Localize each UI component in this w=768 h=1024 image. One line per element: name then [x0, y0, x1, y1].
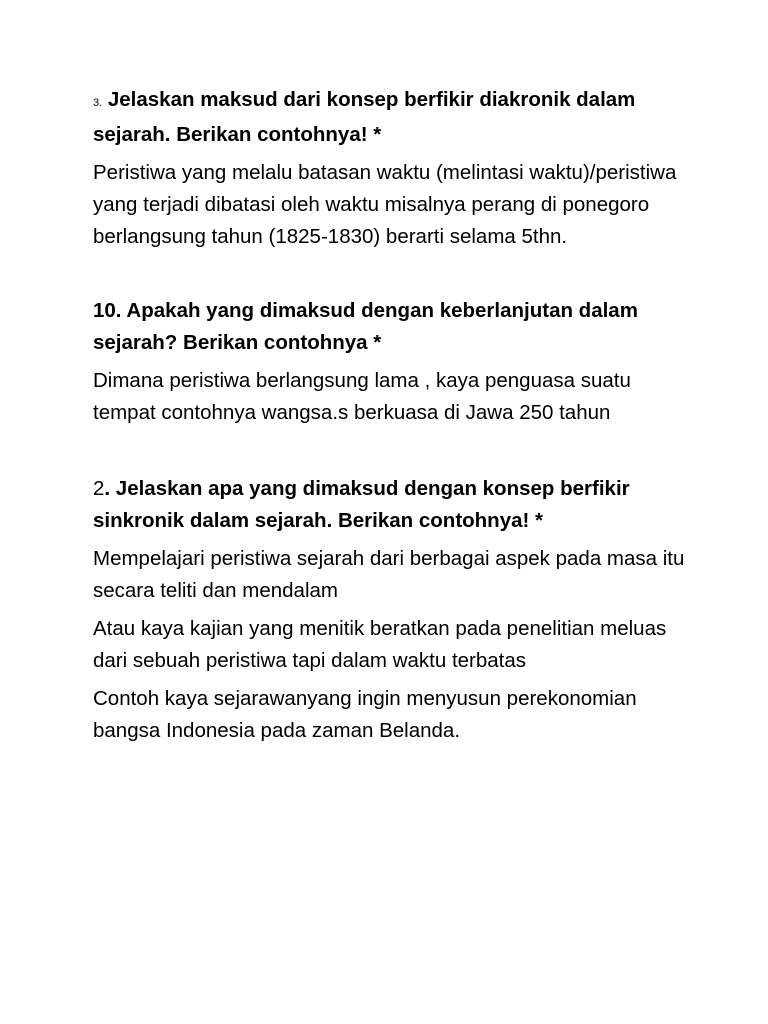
answer-paragraph: Atau kaya kajian yang menitik beratkan pada penelitian meluas dari sebuah peristiwa tapi dalam waktu terbatas	[93, 617, 667, 672]
answer-paragraph: Peristiwa yang melalu batasan waktu (melintasi waktu)/peristiwa yang terjadi dibatasi oleh waktu misalnya perang di ponegoro berlangsung tahun (1825-1830) berarti selama 5thn.	[93, 161, 677, 248]
document-content	[93, 84, 693, 753]
qa-block-keberlanjutan	[93, 295, 693, 429]
question-text: Jelaskan maksud dari konsep berfikir diakronik dalam sejarah. Berikan contohnya! *	[93, 88, 636, 146]
qa-block-sinkronik	[93, 473, 693, 747]
question-text: Apakah yang dimaksud dengan keberlanjutan dalam sejarah? Berikan contohnya *	[93, 299, 638, 354]
question-number: 10.	[93, 299, 122, 322]
question-keberlanjutan	[93, 295, 693, 359]
answer-paragraph: Contoh kaya sejarawanyang ingin menyusun perekonomian bangsa Indonesia pada zaman Belanda.	[93, 687, 637, 742]
question-number: 2	[93, 477, 105, 500]
spacer	[93, 435, 693, 473]
qa-block-diakronik	[93, 84, 693, 253]
answer-paragraph: Mempelajari peristiwa sejarah dari berbagai aspek pada masa itu secara teliti dan mendalam	[93, 547, 685, 602]
question-diakronik	[93, 84, 693, 151]
question-text: . Jelaskan apa yang dimaksud dengan konsep berfikir sinkronik dalam sejarah. Berikan contohnya! *	[93, 477, 630, 532]
question-sinkronik	[93, 473, 693, 537]
spacer	[93, 259, 693, 295]
answer-paragraph: Dimana peristiwa berlangsung lama , kaya penguasa suatu tempat contohnya wangsa.s berkuasa di Jawa 250 tahun	[93, 369, 631, 424]
question-number: 3.	[93, 97, 103, 109]
